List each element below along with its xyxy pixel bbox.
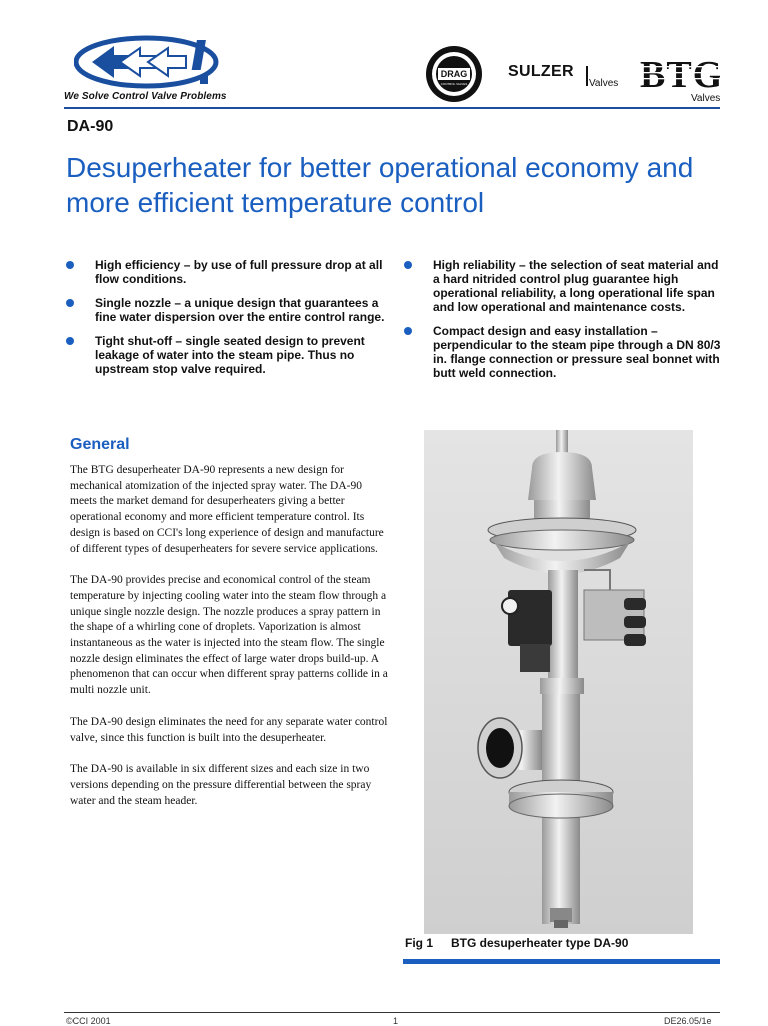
paragraph: The DA-90 provides precise and economical control of the steam temperature by injecting cooling water into the steam flow through a unique single nozzle design. The nozzle produces a spray pattern in the shape of a whirling cone of droplets. Vaporization is almost instantaneous as the water is injected into the steam flow. The single nozzle design eliminates the effect of large water drops build-up. A phenomenon that can occur when different spray patterns collide in a multi nozzle unit. bbox=[70, 574, 388, 697]
sulzer-divider bbox=[586, 66, 588, 86]
bullet-icon bbox=[404, 261, 412, 269]
general-body bbox=[70, 463, 390, 825]
footer-copyright: ©CCI 2001 bbox=[66, 1016, 111, 1026]
feature-item: Compact design and easy installation – perpendicular to the steam pipe through a DN 80/3 in. flange connection or pressure seal bonnet with butt weld connection. bbox=[404, 324, 722, 380]
page-header bbox=[0, 0, 768, 112]
btg-sub: Valves bbox=[691, 93, 721, 104]
paragraph: The DA-90 design eliminates the need for any separate water control valve, since this function is built into the desuperheater. bbox=[70, 715, 388, 744]
drag-logo-sub: CONTROL VALVES bbox=[440, 82, 468, 86]
product-photo bbox=[424, 430, 693, 934]
sulzer-name: SULZER bbox=[508, 63, 574, 80]
header-divider bbox=[64, 107, 720, 109]
sulzer-sub: Valves bbox=[589, 78, 619, 89]
figure-caption bbox=[405, 936, 628, 950]
document-code: DA-90 bbox=[67, 118, 114, 135]
figure-caption-text: BTG desuperheater type DA-90 bbox=[451, 936, 629, 950]
feature-item: High reliability – the selection of seat material and a hard nitrided control plug guarantee high operational reliability, a long operational life span and low operational and maintenance costs. bbox=[404, 258, 722, 314]
caption-divider bbox=[403, 959, 720, 964]
tagline: We Solve Control Valve Problems bbox=[64, 91, 227, 102]
bullet-icon bbox=[66, 261, 74, 269]
paragraph: The DA-90 is available in six different sizes and each size in two versions depending on the pressure differential between the spray water and the steam header. bbox=[70, 763, 372, 807]
bullet-icon bbox=[66, 337, 74, 345]
figure-label: Fig 1 bbox=[405, 936, 434, 950]
feature-list-left bbox=[66, 258, 396, 386]
feature-list-right bbox=[404, 258, 722, 390]
desuperheater-illustration bbox=[424, 430, 693, 934]
drag-logo-text: DRAG bbox=[440, 69, 468, 79]
feature-item: Tight shut-off – single seated design to prevent leakage of water into the steam pipe. Thus no upstream stop valve required. bbox=[66, 334, 396, 376]
section-heading-general: General bbox=[70, 436, 130, 453]
bullet-icon bbox=[66, 299, 74, 307]
footer-doc-id: DE26.05/1e bbox=[664, 1016, 712, 1026]
bullet-icon bbox=[404, 327, 412, 335]
page-title: Desuperheater for better operational economy and more efficient temperature control bbox=[66, 152, 694, 218]
footer-divider bbox=[64, 1012, 720, 1013]
footer-page-number: 1 bbox=[393, 1016, 399, 1026]
feature-item: High efficiency – by use of full pressure drop at all flow conditions. bbox=[66, 258, 396, 286]
feature-item: Single nozzle – a unique design that guarantees a fine water dispersion over the entire control range. bbox=[66, 296, 396, 324]
btg-logo bbox=[640, 54, 720, 92]
paragraph: The BTG desuperheater DA-90 represents a new design for mechanical atomization of the injected spray water. The DA-90 meets the market demand for desuperheaters giving a better operational economy and more efficient temperature control. Its design is based on CCI's long experience of design and manufacture of different types of desuperheaters for severe service applications. bbox=[70, 464, 384, 555]
cci-logo bbox=[74, 34, 224, 92]
drag-logo bbox=[424, 44, 484, 104]
